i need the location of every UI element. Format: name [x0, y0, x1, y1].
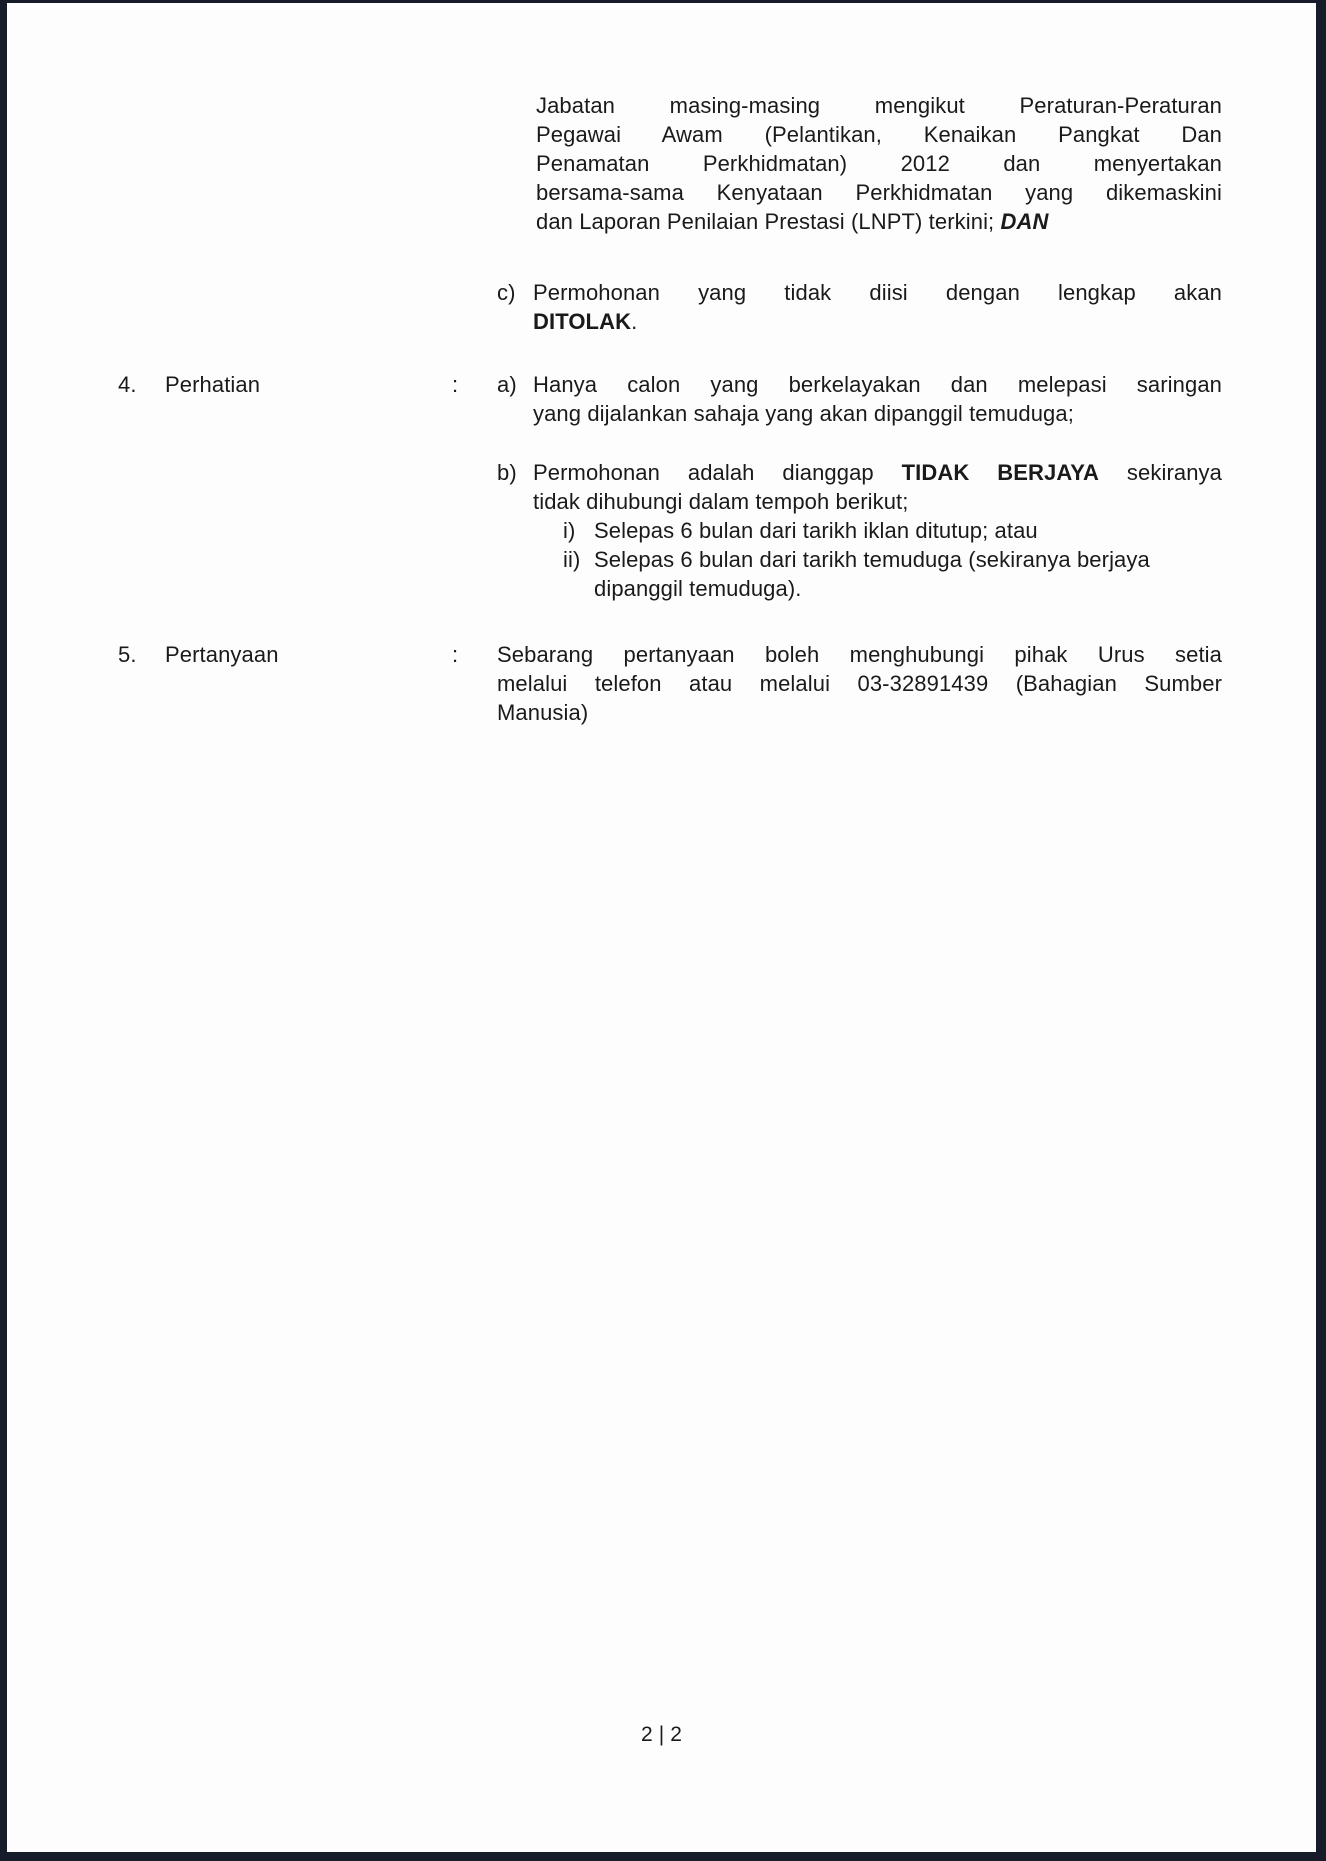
text-line: Selepas 6 bulan dari tarikh iklan ditutup; atau [594, 518, 1038, 543]
continuation-paragraph [536, 91, 1222, 236]
list-item-a [497, 370, 1222, 428]
section-5-row [118, 640, 1316, 727]
roman-sublist [563, 516, 1222, 603]
text-run: Permohonan adalah dianggap [533, 460, 902, 485]
document-body [7, 3, 1316, 1852]
text-run: sekiranya [1099, 460, 1222, 485]
text-line [533, 307, 1222, 336]
item-marker: a) [497, 372, 517, 397]
subitem-marker: i) [563, 518, 576, 543]
text-line: melalui telefon atau melalui 03-32891439 (Bahagian Sumber [497, 671, 1222, 696]
section-label: Perhatian [165, 372, 261, 397]
text-line: Selepas 6 bulan dari tarikh temuduga (sekiranya berjaya [594, 547, 1150, 572]
text-run: dan Laporan Penilaian Prestasi (LNPT) terkini; [536, 209, 1001, 234]
section-content [497, 640, 1222, 727]
text-line: dipanggil temuduga). [594, 576, 802, 601]
text-line: bersama-sama Kenyataan Perkhidmatan yang dikemaskini [536, 180, 1222, 205]
section-content [497, 370, 1222, 603]
emphasis-tidak-berjaya: TIDAK BERJAYA [901, 460, 1100, 485]
text-line: tidak dihubungi dalam tempoh berikut; [533, 489, 909, 514]
section-separator: : [452, 372, 459, 397]
item-marker: c) [497, 280, 516, 305]
text-line: Hanya calon yang berkelayakan dan melepasi saringan [533, 372, 1222, 397]
text-line [536, 207, 1222, 236]
text-line [533, 458, 1222, 487]
text-line: Sebarang pertanyaan boleh menghubungi pihak Urus setia [497, 642, 1222, 667]
text-run: . [631, 309, 638, 334]
item-marker: b) [497, 460, 517, 485]
text-line: yang dijalankan sahaja yang akan dipanggil temuduga; [533, 401, 1074, 426]
list-item-c [497, 278, 1222, 336]
text-line: Penamatan Perkhidmatan) 2012 dan menyertakan [536, 151, 1222, 176]
sublist-item-ii [563, 545, 1222, 603]
text-line: Jabatan masing-masing mengikut Peraturan-Peraturan [536, 93, 1222, 118]
emphasis-dan: DAN [1000, 209, 1049, 234]
page-number: 2 | 2 [641, 1723, 682, 1746]
emphasis-ditolak: DITOLAK [533, 309, 632, 334]
section-label: Pertanyaan [165, 642, 279, 667]
list-item-b [497, 458, 1222, 603]
text-line: Manusia) [497, 700, 589, 725]
section-4-row [118, 370, 1316, 603]
section-number: 5. [118, 642, 137, 667]
scanned-page [7, 3, 1316, 1852]
section-number: 4. [118, 372, 137, 397]
section-separator: : [452, 642, 459, 667]
text-line: Pegawai Awam (Pelantikan, Kenaikan Pangkat Dan [536, 122, 1222, 147]
subitem-marker: ii) [563, 547, 581, 572]
sublist-item-i [563, 516, 1222, 545]
text-line: Permohonan yang tidak diisi dengan lengkap akan [533, 280, 1222, 305]
